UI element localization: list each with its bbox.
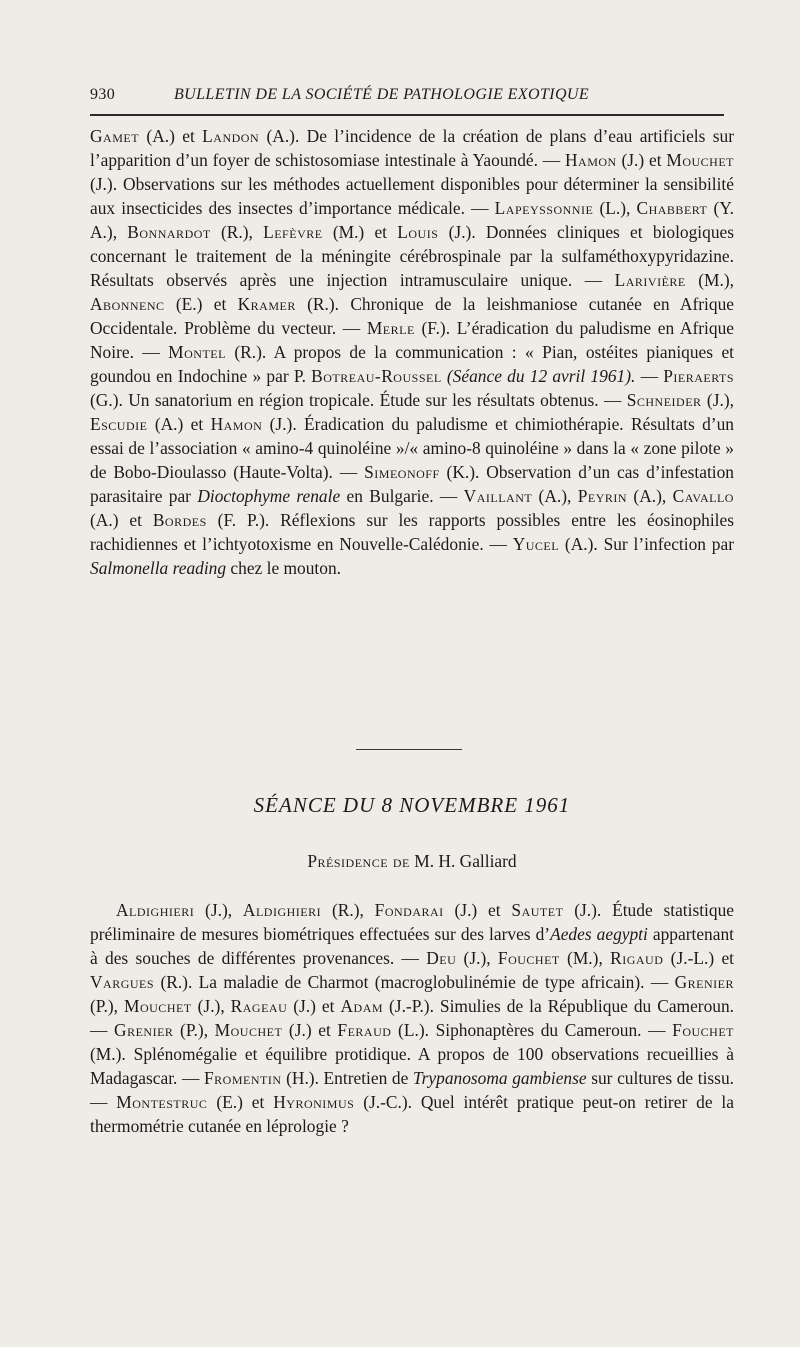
entry-text: (A.). De l’incidence de la création de plans d’eau artificiels sur l’apparition d’un foyer de schistosomiase intestinale à Yaoundé. — (90, 126, 734, 170)
entry-text: (J.), (194, 900, 243, 920)
entry-text: (P.), (173, 1020, 215, 1040)
author-name: Botreau-Roussel (311, 366, 442, 386)
author-name: Lapeyssonnie (494, 198, 594, 218)
entry-text: (L.). Siphonaptères du Cameroun. — (391, 1020, 673, 1040)
author-name: Pieraerts (663, 366, 734, 386)
author-name: Cavallo (672, 486, 734, 506)
author-name: Kramer (237, 294, 296, 314)
entry-text: (G.). Un sanatorium en région tropicale. Étude sur les résultats obtenus. — (90, 390, 627, 410)
entry-text: — (635, 366, 664, 386)
entry-text: en Bulgarie. — (340, 486, 464, 506)
author-name: Sautet (511, 900, 564, 920)
entry-text: (J.), (701, 390, 734, 410)
author-name: Hyronimus (273, 1092, 355, 1112)
entry-text: (J.), (456, 948, 498, 968)
seance-title: SÉANCE DU 8 NOVEMBRE 1961 (253, 793, 571, 817)
author-name: Peyrin (577, 486, 628, 506)
entry-text: (J.-L.) et (663, 948, 734, 968)
entry-text: (J.-P.). Simulies de la République du Cameroun. — (90, 996, 735, 1040)
author-name: Hamon (210, 414, 263, 434)
author-name: Rageau (230, 996, 288, 1016)
entry-text: (J.-C.). Quel intérêt pratique peut-on retirer de la thermométrie cutanée en léprologie ? (90, 1092, 734, 1136)
author-name: Rigaud (610, 948, 664, 968)
presidence-name: M. H. Galliard (414, 851, 517, 871)
entry-text: (H.). Entretien de (281, 1068, 413, 1088)
author-name: Mouchet (124, 996, 192, 1016)
author-name: Merle (366, 318, 415, 338)
author-name: Escudie (90, 414, 148, 434)
entry-text: (F.). L’éradication du paludisme en Afrique Noire. — (90, 318, 734, 362)
entry-text: (A.) et (90, 510, 153, 530)
author-name: Hamon (564, 150, 617, 170)
entry-text: (M.). Splénomégalie et équilibre protidique. A propos de 100 observations recueillies à Madagascar. — (90, 1044, 734, 1088)
entry-text: chez le mouton. (226, 558, 341, 578)
entry-text: (A.) et (147, 414, 211, 434)
author-name: Landon (202, 126, 260, 146)
entry-text: (R.). La maladie de Charmot (macroglobulinémie de type africain). — (154, 972, 675, 992)
running-title: BULLETIN DE LA SOCIÉTÉ DE PATHOLOGIE EXOTIQUE (174, 86, 590, 103)
author-name: Adam (340, 996, 384, 1016)
author-name: Larivière (614, 270, 686, 290)
author-name: Grenier (674, 972, 734, 992)
entry-text: (J.) et (616, 150, 667, 170)
entry-text: (M.), (685, 270, 735, 290)
author-name: Chabbert (636, 198, 708, 218)
presidence-label: Présidence de (307, 851, 410, 871)
entry-text: (A.), (532, 486, 578, 506)
entry-text: (E.) et (164, 294, 238, 314)
author-name: Simeonoff (364, 462, 440, 482)
entry-text: (R.). Chronique de la leishmaniose cutanée en Afrique Occidentale. Problème du vecteur. — (90, 294, 734, 338)
author-name: Grenier (114, 1020, 174, 1040)
communications-list-previous (90, 124, 734, 580)
author-name: Lefèvre (263, 222, 323, 242)
author-name: Aldighieri (116, 900, 195, 920)
author-name: Gamet (90, 126, 140, 146)
entry-text: (P.), (90, 996, 125, 1016)
entry-text: (F. P.). Réflexions sur les rapports possibles entre les éosinophiles rachidiennes et l’ichtyotoxisme en Nouvelle-Calédonie. — (90, 510, 734, 554)
species-name: Trypanosoma gambiense (412, 1068, 587, 1088)
author-name: Aldighieri (242, 900, 322, 920)
entry-text: (R.), (321, 900, 375, 920)
entry-text: (Y. A.), (90, 198, 734, 242)
author-name: Feraud (337, 1020, 392, 1040)
entry-text: (K.). Observation d’un cas d’infestation parasitaire par (90, 462, 734, 506)
author-name: Yucel (512, 534, 560, 554)
species-name: Salmonella reading (90, 558, 227, 578)
entry-text: (M.), (559, 948, 611, 968)
entry-text: (J.) et (287, 996, 341, 1016)
entry-text: (J.). Observations sur les méthodes actuellement disponibles pour déterminer la sensibilité aux insecticides des insectes d’importance médicale. — (90, 174, 734, 218)
author-name: Mouchet (666, 150, 734, 170)
entry-text: (A.), (627, 486, 673, 506)
author-name: Louis (397, 222, 439, 242)
page-header (90, 86, 728, 110)
entry-text: (R.), (210, 222, 264, 242)
species-name: Aedes aegypti (550, 924, 648, 944)
entry-text: appartenant à des souches de différentes provenances. — (90, 924, 734, 968)
entry-text: (J.) et (443, 900, 512, 920)
presidence-line (90, 851, 734, 872)
header-rule (90, 114, 724, 116)
author-name: Schneider (626, 390, 702, 410)
author-name: Montestruc (116, 1092, 208, 1112)
author-name: Bordes (152, 510, 207, 530)
entry-text: (E.) et (207, 1092, 274, 1112)
author-name: Vaillant (463, 486, 533, 506)
entry-text: (J.). Étude statistique préliminaire de mesures biométriques effectuées sur des larves d’ (90, 900, 735, 944)
author-name: Mouchet (214, 1020, 283, 1040)
entry-text: (J.). Éradication du paludisme et chimiothérapie. Résultats d’un essai de l’association « amino-4 quinoléine »/« amino-8 quinoléine » dans la « zone pilote » de Bobo-Dioulasso (Haute-Volta). — (90, 414, 734, 482)
author-name: Fondarai (374, 900, 444, 920)
author-name: Abonnenc (90, 294, 165, 314)
entry-text: (A.). Sur l’infection par (559, 534, 734, 554)
species-name: Dioctophyme renale (197, 486, 341, 506)
author-name: Montel (168, 342, 226, 362)
entry-text: (A.) et (139, 126, 203, 146)
entry-text: (L.), (593, 198, 637, 218)
author-name: Fouchet (672, 1020, 734, 1040)
author-name: Fromentin (204, 1068, 282, 1088)
entry-text: sur cultures de tissu. — (90, 1068, 734, 1112)
session-reference: (Séance du 12 avril 1961). (441, 366, 636, 386)
entry-text: (J.). Données cliniques et biologiques concernant le traitement de la méningite cérébrospinale par la sulfaméthoxypyridazine. Résultats observés après une injection intramusculaire unique. — (90, 222, 734, 290)
entry-text: (M.) et (322, 222, 398, 242)
page-number: 930 (90, 86, 116, 103)
section-divider (356, 749, 462, 750)
entry-text: (J.) et (282, 1020, 338, 1040)
author-name: Vargues (90, 972, 155, 992)
author-name: Fouchet (497, 948, 560, 968)
entry-text: (R.). A propos de la communication : « Pian, ostéites pianiques et goundou en Indochine » par P. (90, 342, 734, 386)
communications-list-seance (90, 898, 734, 1138)
author-name: Deu (426, 948, 457, 968)
author-name: Bonnardot (127, 222, 211, 242)
entry-text: (J.), (191, 996, 231, 1016)
